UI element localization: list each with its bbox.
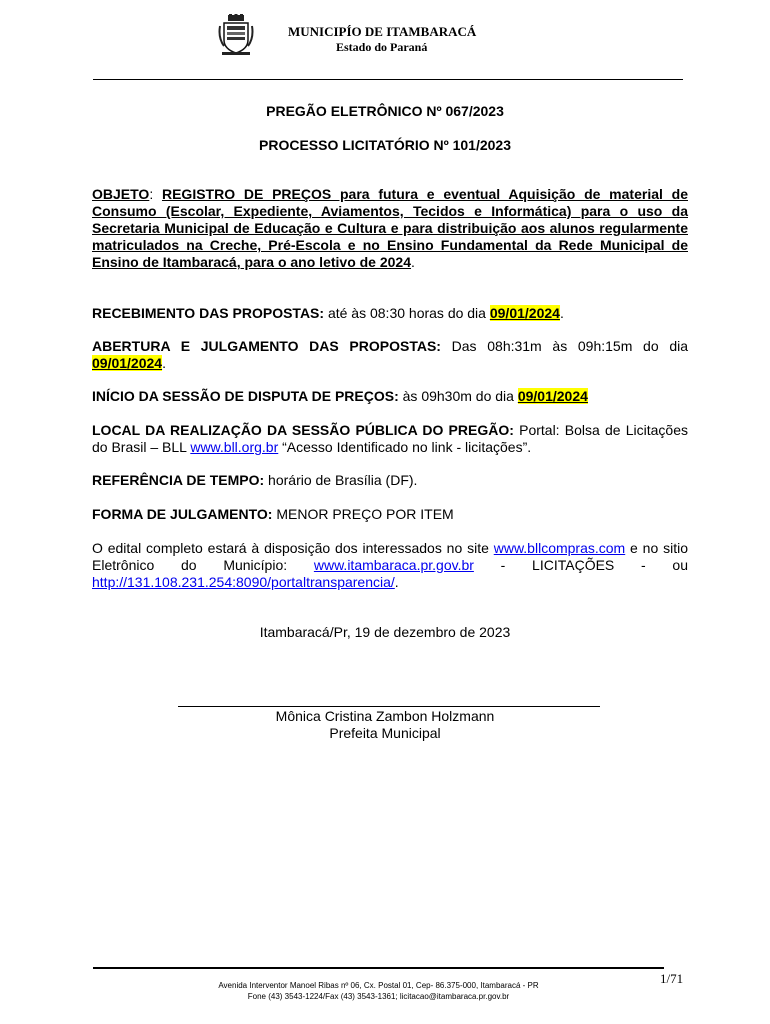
forma-text: MENOR PREÇO POR ITEM [272,506,454,522]
inicio-text: às 09h30m do dia [398,388,518,404]
signatory-name: Mônica Cristina Zambon Holzmann [275,708,495,724]
referencia-text: horário de Brasília (DF). [264,472,418,488]
pregao-title: PREGÃO ELETRÔNICO Nº 067/2023 [266,103,504,119]
processo-title: PROCESSO LICITATÓRIO Nº 101/2023 [259,137,511,153]
objeto-end: . [411,254,415,270]
forma-label: FORMA DE JULGAMENTO: [92,506,273,522]
referencia-paragraph [92,472,688,489]
edital-text-2: e no sitio Eletrônico do Município: [92,540,688,573]
local-text: Portal: Bolsa de Licitações do Brasil – BLL [92,422,688,455]
date-line: Itambaracá/Pr, 19 de dezembro de 2023 [259,624,511,640]
state-name: Estado do Paraná [336,40,428,54]
edital-text-3: - LICITAÇÕES - ou [473,557,688,573]
header-divider [93,79,683,80]
edital-text-1: O edital completo estará à disposição dos interessados no site [92,540,494,556]
signatory-role: Prefeita Municipal [329,725,441,741]
objeto-text: REGISTRO DE PREÇOS para futura e eventual Aquisição de material de Consumo (Escolar, Expediente, Aviamentos, Tecidos e Informática) para o uso da Secretaria Municipal de Educação e Cultura e para distribuição aos alunos regularmente matriculados na Creche, Pré-Escola e no Ensino Fundamental da Rede Municipal de Ensino de Itambaracá, para o ano letivo de 2024 [92,186,688,270]
footer-address: Avenida Interventor Manoel Ribas nº 06, Cx. Postal 01, Cep- 86.375-000, Itambaracá - PR [218,981,539,990]
local-after: “Acesso Identificado no link - licitações”. [278,439,532,455]
inicio-label: INÍCIO DA SESSÃO DE DISPUTA DE PREÇOS: [92,388,399,404]
inicio-paragraph [92,388,688,405]
abertura-date: 09/01/2024 [92,355,163,371]
footer-contact: Fone (43) 3543-1224/Fax (43) 3543-1361; licitacao@itambaraca.pr.gov.br [247,992,510,1001]
recebimento-label: RECEBIMENTO DAS PROPOSTAS: [92,305,325,321]
objeto-separator: : [149,186,162,202]
itambaraca-link[interactable]: www.itambaraca.pr.gov.br [313,557,474,573]
abertura-label: ABERTURA E JULGAMENTO DAS PROPOSTAS: [92,338,441,354]
recebimento-end: . [559,305,564,321]
footer-divider [93,967,664,969]
forma-paragraph [92,506,688,523]
inicio-date: 09/01/2024 [517,388,588,404]
recebimento-text: até às 08:30 horas do dia [324,305,490,321]
portal-transparencia-link[interactable]: http://131.108.231.254:8090/portaltransparencia/ [92,574,395,590]
recebimento-date: 09/01/2024 [489,305,560,321]
abertura-paragraph [92,338,688,372]
municipality-name: MUNICIPÍO DE ITAMBARACÁ [288,24,477,39]
bll-link[interactable]: www.bll.org.br [190,439,279,455]
objeto-paragraph [92,186,688,271]
signature-line [178,706,600,707]
municipal-coat-of-arms-icon [218,14,254,56]
edital-paragraph [92,540,688,591]
bllcompras-link[interactable]: www.bllcompras.com [493,540,626,556]
page-number: 1/71 [660,971,684,986]
objeto-label: OBJETO [92,186,150,202]
recebimento-paragraph [92,305,688,322]
referencia-label: REFERÊNCIA DE TEMPO: [92,472,265,488]
abertura-text: Das 08h:31m às 09h:15m do dia [440,338,688,354]
edital-text-4: . [394,574,399,590]
local-label: LOCAL DA REALIZAÇÃO DA SESSÃO PÚBLICA DO PREGÃO: [92,422,514,438]
local-paragraph [92,422,688,456]
abertura-end: . [162,355,166,371]
